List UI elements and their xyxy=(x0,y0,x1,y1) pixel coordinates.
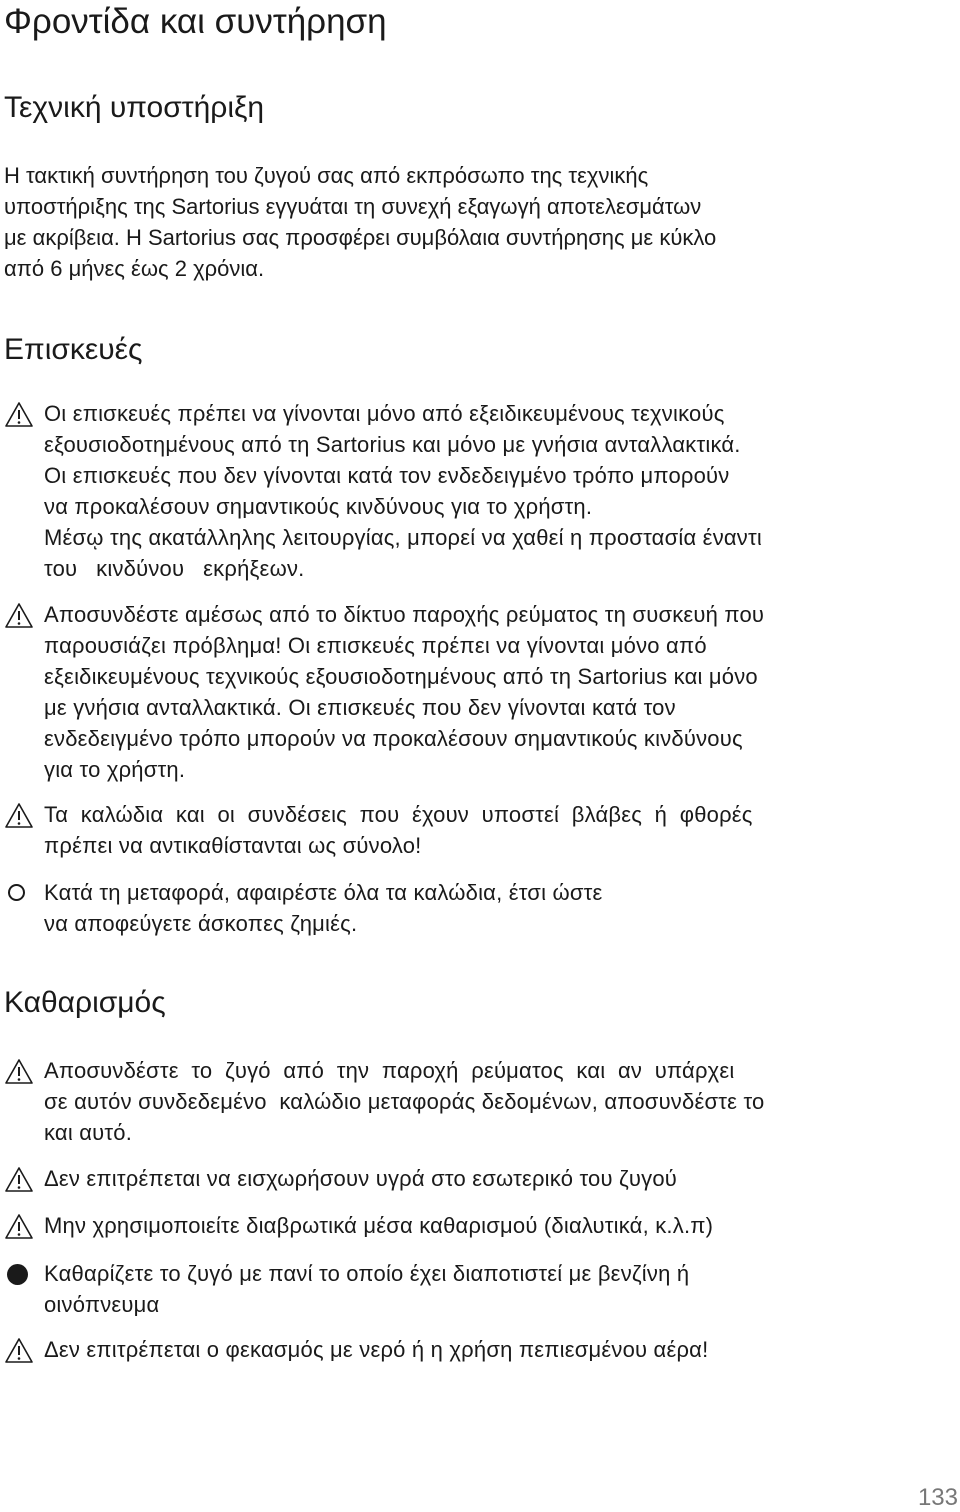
open-circle-icon xyxy=(8,884,25,901)
text-line: οινόπνευμα xyxy=(44,1292,160,1317)
text-line: Δεν επιτρέπεται ο φεκασμός με νερό ή η χρήση πεπιεσμένου αέρα! xyxy=(44,1337,709,1362)
text-line: σε αυτόν συνδεδεμένο καλώδιο μεταφοράς δεδομένων, αποσυνδέστε το xyxy=(44,1089,765,1114)
section-heading-cleaning: Καθαρισμός xyxy=(4,986,166,1019)
cleaning-item-3 xyxy=(4,1210,956,1241)
text-line: Η τακτική συντήρηση του ζυγού σας από εκπρόσωπο της τεχνικής xyxy=(4,163,649,188)
cleaning-item-2 xyxy=(4,1163,956,1194)
filled-circle-icon xyxy=(7,1264,28,1285)
text-line: Οι επισκευές πρέπει να γίνονται μόνο από εξειδικευμένους τεχνικούς xyxy=(44,401,725,426)
text-line: με ακρίβεια. Η Sartorius σας προσφέρει συμβόλαια συντήρησης με κύκλο xyxy=(4,225,717,250)
repairs-item-1 xyxy=(4,398,956,584)
page-title: Φροντίδα και συντήρηση xyxy=(4,2,387,41)
text-line: από 6 μήνες έως 2 χρόνια. xyxy=(4,256,265,281)
cleaning-item-4 xyxy=(4,1258,956,1320)
text-line: εξειδικευμένους τεχνικούς εξουσιοδοτημένους από τη Sartorius και μόνο xyxy=(44,664,758,689)
warning-triangle-icon xyxy=(4,1166,34,1194)
text-line: Αποσυνδέστε αμέσως από το δίκτυο παροχής ρεύματος τη συσκευή που xyxy=(44,602,765,627)
warning-triangle-icon xyxy=(4,602,34,630)
section-heading-technical-support: Τεχνική υποστήριξη xyxy=(4,91,265,124)
text-line: του κινδύνου εκρήξεων. xyxy=(44,556,305,581)
text-line: παρουσιάζει πρόβλημα! Οι επισκευές πρέπει να γίνονται μόνο από xyxy=(44,633,707,658)
cleaning-item-1 xyxy=(4,1055,956,1148)
text-line: εξουσιοδοτημένους από τη Sartorius και μόνο με γνήσια ανταλλακτικά. xyxy=(44,432,741,457)
warning-triangle-icon xyxy=(4,401,34,429)
text-line: να αποφεύγετε άσκοπες ζημιές. xyxy=(44,911,358,936)
text-line: Μέσῳ της ακατάλληλης λειτουργίας, μπορεί να χαθεί η προστασία έναντι xyxy=(44,525,762,550)
repairs-item-3 xyxy=(4,799,956,861)
text-line: Τα καλώδια και οι συνδέσεις που έχουν υποστεί βλάβες ή φθορές xyxy=(44,802,753,827)
text-line: ενδεδειγμένο τρόπο μπορούν να προκαλέσουν σημαντικούς κινδύνους xyxy=(44,726,743,751)
text-line: με γνήσια ανταλλακτικά. Οι επισκευές που δεν γίνονται κατά τον xyxy=(44,695,676,720)
text-line: και αυτό. xyxy=(44,1120,133,1145)
text-line: Κατά τη μεταφορά, αφαιρέστε όλα τα καλώδια, έτσι ώστε xyxy=(44,880,603,905)
repairs-item-2 xyxy=(4,599,956,785)
warning-triangle-icon xyxy=(4,802,34,830)
text-line: για το χρήστη. xyxy=(44,757,186,782)
text-line: Μην χρησιμοποιείτε διαβρωτικά μέσα καθαρισμού (διαλυτικά, κ.λ.π) xyxy=(44,1213,714,1238)
text-line: να προκαλέσουν σημαντικούς κινδύνους για το χρήστη. xyxy=(44,494,593,519)
warning-triangle-icon xyxy=(4,1213,34,1241)
section-heading-repairs: Επισκευές xyxy=(4,333,143,366)
text-line: πρέπει να αντικαθίστανται ως σύνολο! xyxy=(44,833,422,858)
text-line: Οι επισκευές που δεν γίνονται κατά τον ενδεδειγμένο τρόπο μπορούν xyxy=(44,463,730,488)
text-line: Καθαρίζετε το ζυγό με πανί το οποίο έχει διαποτιστεί με βενζίνη ή xyxy=(44,1261,690,1286)
warning-triangle-icon xyxy=(4,1337,34,1365)
warning-triangle-icon xyxy=(4,1058,34,1086)
text-line: υποστήριξης της Sartorius εγγυάται τη συνεχή εξαγωγή αποτελεσμάτων xyxy=(4,194,702,219)
text-line: Αποσυνδέστε το ζυγό από την παροχή ρεύματος και αν υπάρχει xyxy=(44,1058,735,1083)
repairs-item-4 xyxy=(4,877,956,939)
text-line: Δεν επιτρέπεται να εισχωρήσουν υγρά στο εσωτερικό του ζυγού xyxy=(44,1166,677,1191)
page-number: 133 xyxy=(917,1484,958,1511)
support-paragraph xyxy=(4,160,954,284)
cleaning-item-5 xyxy=(4,1334,956,1365)
